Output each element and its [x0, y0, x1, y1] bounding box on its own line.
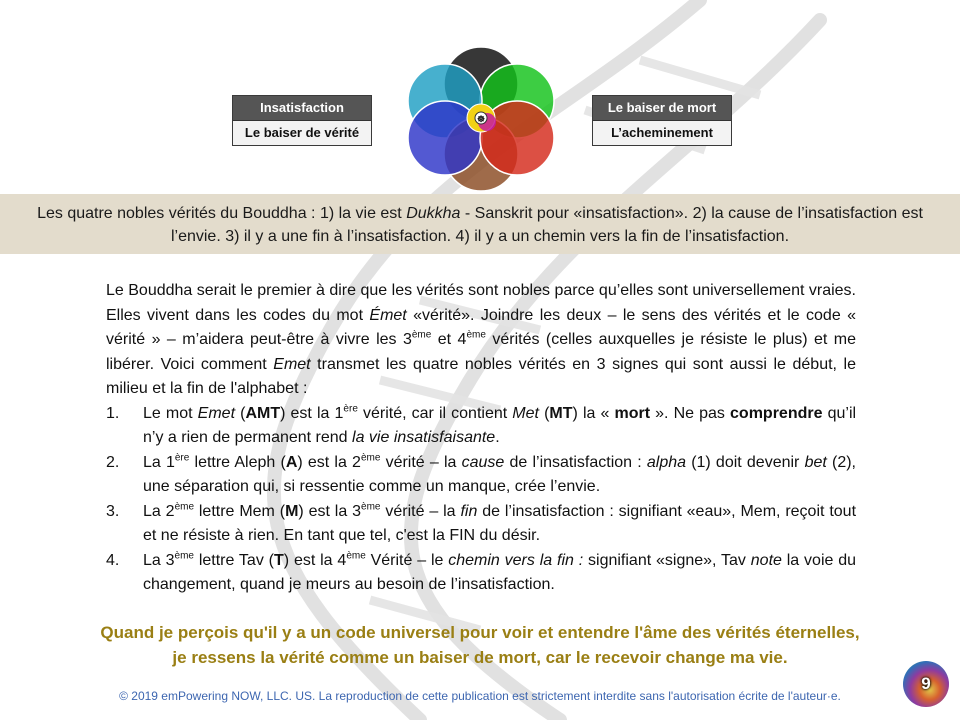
- label-baiser-de-verite: Le baiser de vérité: [233, 121, 371, 145]
- text: ». Ne pas: [650, 404, 731, 422]
- superscript: ème: [360, 452, 381, 464]
- label-box-right: [592, 95, 732, 146]
- intro-sup-2: ème: [466, 329, 486, 341]
- center-symbol: ☸: [476, 114, 486, 124]
- truths-intro: Les quatre nobles vérités du Bouddha : 1) la vie est: [37, 205, 407, 222]
- superscript: ème: [174, 550, 194, 562]
- list-item: [106, 451, 856, 500]
- text-bold: AMT: [245, 404, 281, 422]
- truths-list: [106, 402, 856, 598]
- text: ) est la 2: [297, 453, 361, 471]
- text: de l’insatisfaction :: [504, 453, 647, 471]
- label-insatisfaction: Insatisfaction: [233, 96, 371, 121]
- truths-dukkha: Dukkha: [406, 205, 461, 222]
- text: lettre Tav (: [193, 551, 274, 569]
- text: Le mot: [143, 404, 198, 422]
- text: ) est la 4: [283, 551, 347, 569]
- text: qu’il n’y a rien de permanent rend: [143, 404, 857, 446]
- intro-text-4: vérités (celles auxquelles je résiste le plus) et me libérer. Voici comment: [106, 331, 856, 373]
- intro-text-3: et 4: [431, 331, 467, 348]
- text-bold: A: [285, 453, 298, 471]
- text-italic: alpha: [646, 453, 687, 471]
- intro-text-5: transmet les quatre nobles vérités en 3 signes qui sont aussi le début, le milieu et la fin de l'alphabet :: [106, 355, 856, 397]
- text-bold: comprendre: [730, 404, 823, 422]
- text: (: [538, 404, 550, 422]
- text: de l’insatisfaction : signifiant «eau», Mem, reçoit tout et ne résiste à rien. En tant que tel, c'est la FIN du désir.: [143, 502, 857, 544]
- closing-statement: [60, 620, 900, 670]
- text: La 3: [143, 551, 175, 569]
- text-italic: Met: [512, 404, 539, 422]
- page-number-badge: [903, 661, 949, 707]
- superscript: ère: [174, 452, 190, 464]
- text: signifiant «signe», Tav: [583, 551, 751, 569]
- text: ) est la 1: [280, 404, 344, 422]
- text-bold: MT: [549, 404, 573, 422]
- label-acheminement: L’acheminement: [593, 121, 731, 145]
- text-bold: M: [285, 502, 299, 520]
- text-italic: la vie insatisfaisante: [352, 429, 496, 446]
- text-italic: bet: [804, 453, 827, 471]
- list-item: [106, 402, 856, 451]
- text: .: [495, 429, 500, 446]
- text: (2), une séparation qui, si ressentie comme un manque, crée l’envie.: [143, 453, 856, 495]
- intro-text-1: Le Bouddha serait le premier à dire que les vérités sont nobles parce qu’elles sont universellement vraies. Elles vivent dans les codes du mot: [106, 282, 856, 324]
- label-box-left: [232, 95, 372, 146]
- text: ) est la 3: [298, 502, 362, 520]
- text: la voie du changement, quand je meurs au besoin de l’insatisfaction.: [143, 551, 857, 593]
- text-italic: cause: [461, 453, 505, 471]
- list-number: 4.: [106, 551, 120, 569]
- text-italic: note: [750, 551, 782, 569]
- text: vérité – la: [380, 453, 462, 471]
- closing-line-1: Quand je perçois qu'il y a un code universel pour voir et entendre l'âme des vérités éternelles,: [100, 623, 860, 642]
- superscript: ème: [361, 501, 381, 513]
- text: La 1: [143, 453, 175, 471]
- intro-sup-1: ème: [411, 329, 432, 341]
- label-baiser-de-mort: Le baiser de mort: [593, 96, 731, 121]
- list-item: [106, 549, 856, 598]
- superscript: ère: [343, 403, 358, 415]
- text: vérité – la: [380, 502, 461, 520]
- text-italic: chemin vers la fin :: [448, 551, 584, 569]
- copyright-footer: © 2019 emPowering NOW, LLC. US. La reproduction de cette publication est strictement interdite sans l'autorisation écrite de l'auteur·e.: [119, 689, 841, 703]
- text-bold: T: [274, 551, 284, 569]
- list-item: [106, 500, 856, 549]
- text: (: [235, 404, 246, 422]
- superscript: ème: [346, 550, 366, 562]
- four-noble-truths-band: [0, 194, 960, 254]
- text: (1) doit devenir: [686, 453, 805, 471]
- text: lettre Mem (: [194, 502, 286, 520]
- list-number: 2.: [106, 453, 120, 471]
- page-number: 9: [921, 674, 931, 693]
- text-bold: mort: [614, 404, 651, 422]
- intro-emet-accent: Émet: [369, 306, 407, 324]
- truths-rest: - Sanskrit pour «insatisfaction». 2) la cause de l’insatisfaction est l’envie. 3) il y a une fin à l’insatisfaction. 4) il y a un chemin vers la fin de l’insatisfaction.: [170, 205, 923, 245]
- text: lettre Aleph (: [189, 453, 286, 471]
- text-italic: fin: [460, 502, 478, 520]
- text: ) la «: [572, 404, 615, 422]
- color-circles-diagram: [396, 32, 566, 202]
- text-italic: Emet: [197, 404, 236, 422]
- list-number: 1.: [106, 404, 120, 422]
- list-number: 3.: [106, 502, 120, 520]
- intro-emet: Emet: [273, 355, 311, 373]
- text: vérité, car il contient: [357, 404, 513, 422]
- superscript: ème: [174, 501, 195, 513]
- intro-paragraph: [106, 279, 856, 402]
- text: Vérité – le: [365, 551, 449, 569]
- intro-text-2: «vérité». Joindre les deux – le sens des vérités et le code « vérité » – m’aidera peut-être à vivre les 3: [106, 306, 857, 348]
- main-text: [106, 279, 856, 598]
- text: La 2: [143, 502, 175, 520]
- closing-line-2: je ressens la vérité comme un baiser de mort, car le recevoir change ma vie.: [172, 648, 788, 667]
